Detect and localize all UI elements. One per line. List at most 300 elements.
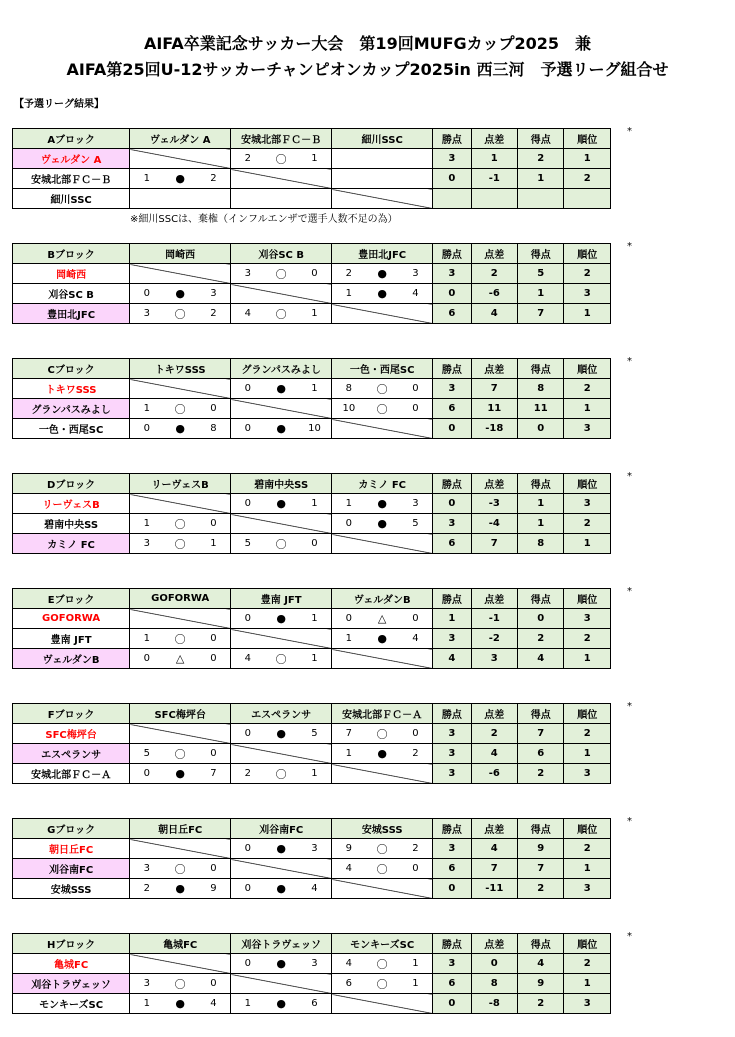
goals-against: 0	[210, 633, 217, 644]
opponent-header: 安城北部ＦＣ－Ｂ	[231, 129, 332, 149]
match-result	[130, 974, 231, 994]
match-result	[130, 189, 231, 209]
points: 3	[433, 954, 471, 974]
match-result	[231, 994, 332, 1014]
goals-for: 10	[342, 403, 356, 414]
header-row	[13, 474, 611, 494]
result-mark: ●	[377, 517, 387, 530]
team-row	[13, 419, 611, 439]
match-result	[130, 879, 231, 899]
team-row	[13, 859, 611, 879]
team-row	[13, 974, 611, 994]
points: 3	[433, 764, 471, 784]
goals-scored: 2	[518, 764, 564, 784]
team-row	[13, 494, 611, 514]
asterisk-mark: *	[627, 241, 632, 252]
goals-for: 7	[345, 728, 353, 739]
match-result	[332, 609, 433, 629]
match-result	[231, 189, 332, 209]
team-row	[13, 724, 611, 744]
team-name: 刈谷トラヴェッソ	[13, 974, 130, 994]
points: 0	[433, 879, 471, 899]
goals-for: 2	[244, 153, 252, 164]
opponent-header: 碧南中央SS	[231, 474, 332, 494]
stat-header: 勝点	[433, 589, 471, 609]
page-title-line1: AIFA卒業記念サッカー大会 第19回MUFGカップ2025 兼	[143, 34, 592, 53]
match-result	[130, 994, 231, 1014]
match-result	[332, 954, 433, 974]
result-mark: 〇	[174, 747, 186, 761]
rank: 2	[564, 514, 611, 534]
block-name: Bブロック	[13, 244, 130, 264]
goals-scored: 6	[518, 744, 564, 764]
match-result	[130, 284, 231, 304]
team-row	[13, 189, 611, 209]
score-group	[231, 879, 331, 898]
self-match-cell	[231, 974, 332, 994]
result-mark: ●	[175, 287, 185, 300]
result-mark: ●	[175, 882, 185, 895]
team-name: 岡崎西	[13, 264, 130, 284]
goals-for: 9	[345, 843, 353, 854]
match-result	[332, 724, 433, 744]
result-mark: ●	[175, 997, 185, 1010]
opponent-header: トキワSSS	[130, 359, 231, 379]
score-group	[130, 974, 230, 993]
block-name: Dブロック	[13, 474, 130, 494]
league-block	[12, 241, 632, 324]
goals-for: 1	[143, 173, 151, 184]
result-mark: 〇	[174, 402, 186, 416]
score-group	[332, 264, 432, 283]
match-result	[231, 149, 332, 169]
league-table	[12, 588, 611, 669]
opponent-header: モンキーズSC	[332, 934, 433, 954]
goals-for: 0	[244, 613, 252, 624]
score-group	[332, 149, 432, 168]
points: 0	[433, 494, 471, 514]
goal-difference: -1	[471, 609, 517, 629]
self-match-cell	[231, 629, 332, 649]
asterisk-mark: *	[627, 126, 632, 137]
block-name: Hブロック	[13, 934, 130, 954]
points: 6	[433, 859, 471, 879]
stat-header: 得点	[518, 589, 564, 609]
self-match-cell	[130, 839, 231, 859]
block-name: Eブロック	[13, 589, 130, 609]
self-match-cell	[130, 954, 231, 974]
points: 4	[433, 649, 471, 669]
result-mark: ●	[377, 747, 387, 760]
score-group	[332, 609, 432, 628]
goals-for: 1	[345, 288, 353, 299]
goals-scored: 2	[518, 629, 564, 649]
stat-header: 順位	[564, 129, 611, 149]
goals-for: 1	[143, 998, 151, 1009]
team-name: 亀城FC	[13, 954, 130, 974]
stat-header: 勝点	[433, 474, 471, 494]
goals-against: 0	[210, 748, 217, 759]
goal-difference: -3	[471, 494, 517, 514]
goals-for: 4	[244, 653, 252, 664]
opponent-header: 岡崎西	[130, 244, 231, 264]
stat-header: 点差	[471, 934, 517, 954]
result-mark: 〇	[275, 767, 287, 781]
goals-against: 0	[311, 538, 318, 549]
goals-for: 3	[143, 978, 151, 989]
team-name: グランパスみよし	[13, 399, 130, 419]
goals-for: 0	[143, 288, 151, 299]
opponent-header: GOFORWA	[130, 589, 231, 609]
score-group	[332, 379, 432, 398]
goals-scored: 4	[518, 954, 564, 974]
goals-against: 9	[210, 883, 217, 894]
goals-for: 3	[244, 268, 252, 279]
goals-against: 4	[412, 288, 419, 299]
result-mark: 〇	[275, 152, 287, 166]
goal-difference: 8	[471, 974, 517, 994]
opponent-header: グランパスみよし	[231, 359, 332, 379]
header-row	[13, 244, 611, 264]
team-name: 碧南中央SS	[13, 514, 130, 534]
stat-header: 得点	[518, 129, 564, 149]
opponent-header: 一色・西尾SC	[332, 359, 433, 379]
result-mark: 〇	[174, 977, 186, 991]
match-result	[231, 609, 332, 629]
result-mark: ●	[276, 612, 286, 625]
stat-header: 勝点	[433, 244, 471, 264]
goals-against: 0	[210, 518, 217, 529]
team-name: エスペランサ	[13, 744, 130, 764]
stat-header: 点差	[471, 819, 517, 839]
team-row	[13, 744, 611, 764]
team-name: 安城SSS	[13, 879, 130, 899]
points: 3	[433, 629, 471, 649]
result-mark: 〇	[174, 862, 186, 876]
goals-for: 0	[244, 883, 252, 894]
stat-header: 得点	[518, 359, 564, 379]
score-group	[231, 304, 331, 323]
goals-for: 0	[244, 498, 252, 509]
result-mark: 〇	[376, 842, 388, 856]
points: 3	[433, 744, 471, 764]
score-group	[332, 974, 432, 993]
goal-difference: 4	[471, 744, 517, 764]
goals-for: 2	[244, 768, 252, 779]
result-mark: ●	[276, 727, 286, 740]
rank: 3	[564, 994, 611, 1014]
asterisk-mark: *	[627, 586, 632, 597]
goals-against: 8	[210, 423, 217, 434]
score-group	[130, 169, 230, 188]
goals-against: 5	[412, 518, 419, 529]
goals-scored: 11	[518, 399, 564, 419]
team-name: 刈谷南FC	[13, 859, 130, 879]
asterisk-mark: *	[627, 816, 632, 827]
goals-for: 0	[244, 958, 252, 969]
self-match-cell	[231, 399, 332, 419]
goals-against: 1	[412, 978, 419, 989]
result-mark: 〇	[174, 517, 186, 531]
stat-header: 勝点	[433, 819, 471, 839]
goal-difference: -6	[471, 284, 517, 304]
stat-header: 点差	[471, 704, 517, 724]
block-name: Fブロック	[13, 704, 130, 724]
goals-against: 6	[311, 998, 318, 1009]
match-result	[130, 649, 231, 669]
league-block	[12, 701, 632, 784]
rank: 1	[564, 744, 611, 764]
goals-for: 0	[143, 423, 151, 434]
score-group	[231, 494, 331, 513]
opponent-header: 亀城FC	[130, 934, 231, 954]
goals-against: 0	[412, 728, 419, 739]
rank: 2	[564, 954, 611, 974]
self-match-cell	[332, 994, 433, 1014]
result-mark: ●	[276, 882, 286, 895]
points: 0	[433, 419, 471, 439]
goal-difference: 4	[471, 304, 517, 324]
result-mark: 〇	[275, 307, 287, 321]
goals-for: 6	[345, 978, 353, 989]
league-table	[12, 933, 611, 1014]
score-group	[130, 649, 230, 668]
rank: 3	[564, 609, 611, 629]
result-mark: ●	[175, 172, 185, 185]
match-result	[231, 379, 332, 399]
asterisk-mark: *	[627, 701, 632, 712]
goals-scored: 8	[518, 379, 564, 399]
goals-for: 2	[345, 268, 353, 279]
team-name: 安城北部ＦＣ－Ｂ	[13, 169, 130, 189]
score-group	[130, 534, 230, 553]
goals-for: 0	[143, 653, 151, 664]
goals-for: 4	[244, 308, 252, 319]
match-result	[130, 514, 231, 534]
rank: 3	[564, 494, 611, 514]
stat-header: 順位	[564, 589, 611, 609]
score-group	[231, 379, 331, 398]
league-block	[12, 931, 632, 1014]
match-result	[130, 169, 231, 189]
match-result	[130, 764, 231, 784]
opponent-header: 豊田北JFC	[332, 244, 433, 264]
stat-header: 勝点	[433, 129, 471, 149]
score-group	[231, 264, 331, 283]
score-group	[231, 724, 331, 743]
match-result	[231, 724, 332, 744]
points: 6	[433, 974, 471, 994]
goals-for: 5	[244, 538, 252, 549]
goals-for: 3	[143, 308, 151, 319]
stat-header: 順位	[564, 474, 611, 494]
goals-against: 10	[308, 423, 321, 434]
team-name: カミノ FC	[13, 534, 130, 554]
league-table	[12, 358, 611, 439]
score-group	[332, 629, 432, 648]
score-group	[231, 419, 331, 438]
score-group	[332, 954, 432, 973]
score-group	[231, 954, 331, 973]
score-group	[231, 839, 331, 858]
goals-scored: 7	[518, 724, 564, 744]
goals-scored: 0	[518, 609, 564, 629]
score-group	[130, 629, 230, 648]
goals-for: 3	[143, 863, 151, 874]
goals-for: 0	[244, 728, 252, 739]
opponent-header: SFC梅坪台	[130, 704, 231, 724]
team-row	[13, 149, 611, 169]
goals-against: 0	[412, 863, 419, 874]
goals-against: 0	[210, 653, 217, 664]
asterisk-mark: *	[627, 931, 632, 942]
team-name: 朝日丘FC	[13, 839, 130, 859]
result-mark: 〇	[174, 632, 186, 646]
score-group	[130, 189, 230, 208]
stat-header: 得点	[518, 934, 564, 954]
match-result	[231, 764, 332, 784]
header-row	[13, 819, 611, 839]
stat-header: 勝点	[433, 359, 471, 379]
goals-scored: 5	[518, 264, 564, 284]
points: 1	[433, 609, 471, 629]
score-group	[332, 744, 432, 763]
goal-difference: -4	[471, 514, 517, 534]
result-mark: △	[377, 612, 387, 625]
match-result	[231, 419, 332, 439]
asterisk-mark: *	[627, 356, 632, 367]
goals-against: 4	[311, 883, 318, 894]
goal-difference: 4	[471, 839, 517, 859]
goal-difference: -6	[471, 764, 517, 784]
score-group	[332, 169, 432, 188]
goal-difference	[471, 189, 517, 209]
goals-scored: 1	[518, 169, 564, 189]
stat-header: 順位	[564, 244, 611, 264]
stat-header: 勝点	[433, 704, 471, 724]
goals-for: 4	[345, 863, 353, 874]
goals-against: 0	[210, 863, 217, 874]
goals-against: 1	[311, 613, 318, 624]
goals-against: 1	[311, 653, 318, 664]
team-row	[13, 534, 611, 554]
points: 3	[433, 514, 471, 534]
goals-against: 2	[412, 748, 419, 759]
goals-scored: 2	[518, 879, 564, 899]
league-block	[12, 126, 632, 225]
self-match-cell	[332, 419, 433, 439]
league-table	[12, 243, 611, 324]
self-match-cell	[332, 534, 433, 554]
opponent-header: 刈谷トラヴェッソ	[231, 934, 332, 954]
goals-for: 1	[244, 998, 252, 1009]
result-mark: ●	[276, 497, 286, 510]
score-group	[231, 189, 331, 208]
self-match-cell	[130, 264, 231, 284]
stat-header: 点差	[471, 474, 517, 494]
goals-for: 0	[345, 613, 353, 624]
score-group	[130, 419, 230, 438]
match-result	[332, 974, 433, 994]
score-group	[332, 284, 432, 303]
goals-for: 8	[345, 383, 353, 394]
result-mark: ●	[276, 382, 286, 395]
opponent-header: 朝日丘FC	[130, 819, 231, 839]
goal-difference: 7	[471, 859, 517, 879]
team-row	[13, 609, 611, 629]
self-match-cell	[130, 609, 231, 629]
result-mark: 〇	[275, 267, 287, 281]
goals-scored: 1	[518, 284, 564, 304]
result-mark: ●	[276, 957, 286, 970]
goals-against: 0	[412, 613, 419, 624]
self-match-cell	[231, 514, 332, 534]
goal-difference: -18	[471, 419, 517, 439]
block-note: ※細川SSCは、棄権（インフルエンザで選手人数不足の為）	[130, 214, 398, 225]
match-result	[332, 839, 433, 859]
rank	[564, 189, 611, 209]
goals-against: 0	[210, 403, 217, 414]
self-match-cell	[130, 149, 231, 169]
score-group	[231, 609, 331, 628]
goals-against: 1	[311, 383, 318, 394]
team-name: リーヴェスB	[13, 494, 130, 514]
points: 3	[433, 264, 471, 284]
score-group	[332, 839, 432, 858]
goals-against: 1	[311, 308, 318, 319]
result-mark: ●	[276, 997, 286, 1010]
goal-difference: 1	[471, 149, 517, 169]
score-group	[130, 514, 230, 533]
team-row	[13, 879, 611, 899]
match-result	[332, 514, 433, 534]
section-label: 【予選リーグ結果】	[14, 99, 104, 110]
goals-for: 1	[143, 403, 151, 414]
league-block	[12, 356, 632, 439]
self-match-cell	[332, 764, 433, 784]
self-match-cell	[130, 724, 231, 744]
rank: 3	[564, 419, 611, 439]
goal-difference: 3	[471, 649, 517, 669]
goals-for: 3	[143, 538, 151, 549]
goals-for: 0	[244, 383, 252, 394]
team-name: トキワSSS	[13, 379, 130, 399]
match-result	[332, 629, 433, 649]
score-group	[130, 859, 230, 878]
match-result	[231, 649, 332, 669]
goal-difference: 7	[471, 534, 517, 554]
team-name: 安城北部ＦＣ－Ａ	[13, 764, 130, 784]
points: 6	[433, 534, 471, 554]
score-group	[130, 284, 230, 303]
points: 0	[433, 994, 471, 1014]
goals-against: 0	[412, 383, 419, 394]
goals-against: 1	[311, 153, 318, 164]
goals-against: 3	[412, 268, 419, 279]
team-name: 豊田北JFC	[13, 304, 130, 324]
header-row	[13, 589, 611, 609]
stat-header: 順位	[564, 704, 611, 724]
stat-header: 得点	[518, 474, 564, 494]
goals-scored: 7	[518, 859, 564, 879]
score-group	[231, 534, 331, 553]
match-result	[231, 879, 332, 899]
goal-difference: -11	[471, 879, 517, 899]
opponent-header: 安城北部ＦＣ－Ａ	[332, 704, 433, 724]
team-row	[13, 649, 611, 669]
stat-header: 得点	[518, 819, 564, 839]
stat-header: 点差	[471, 589, 517, 609]
